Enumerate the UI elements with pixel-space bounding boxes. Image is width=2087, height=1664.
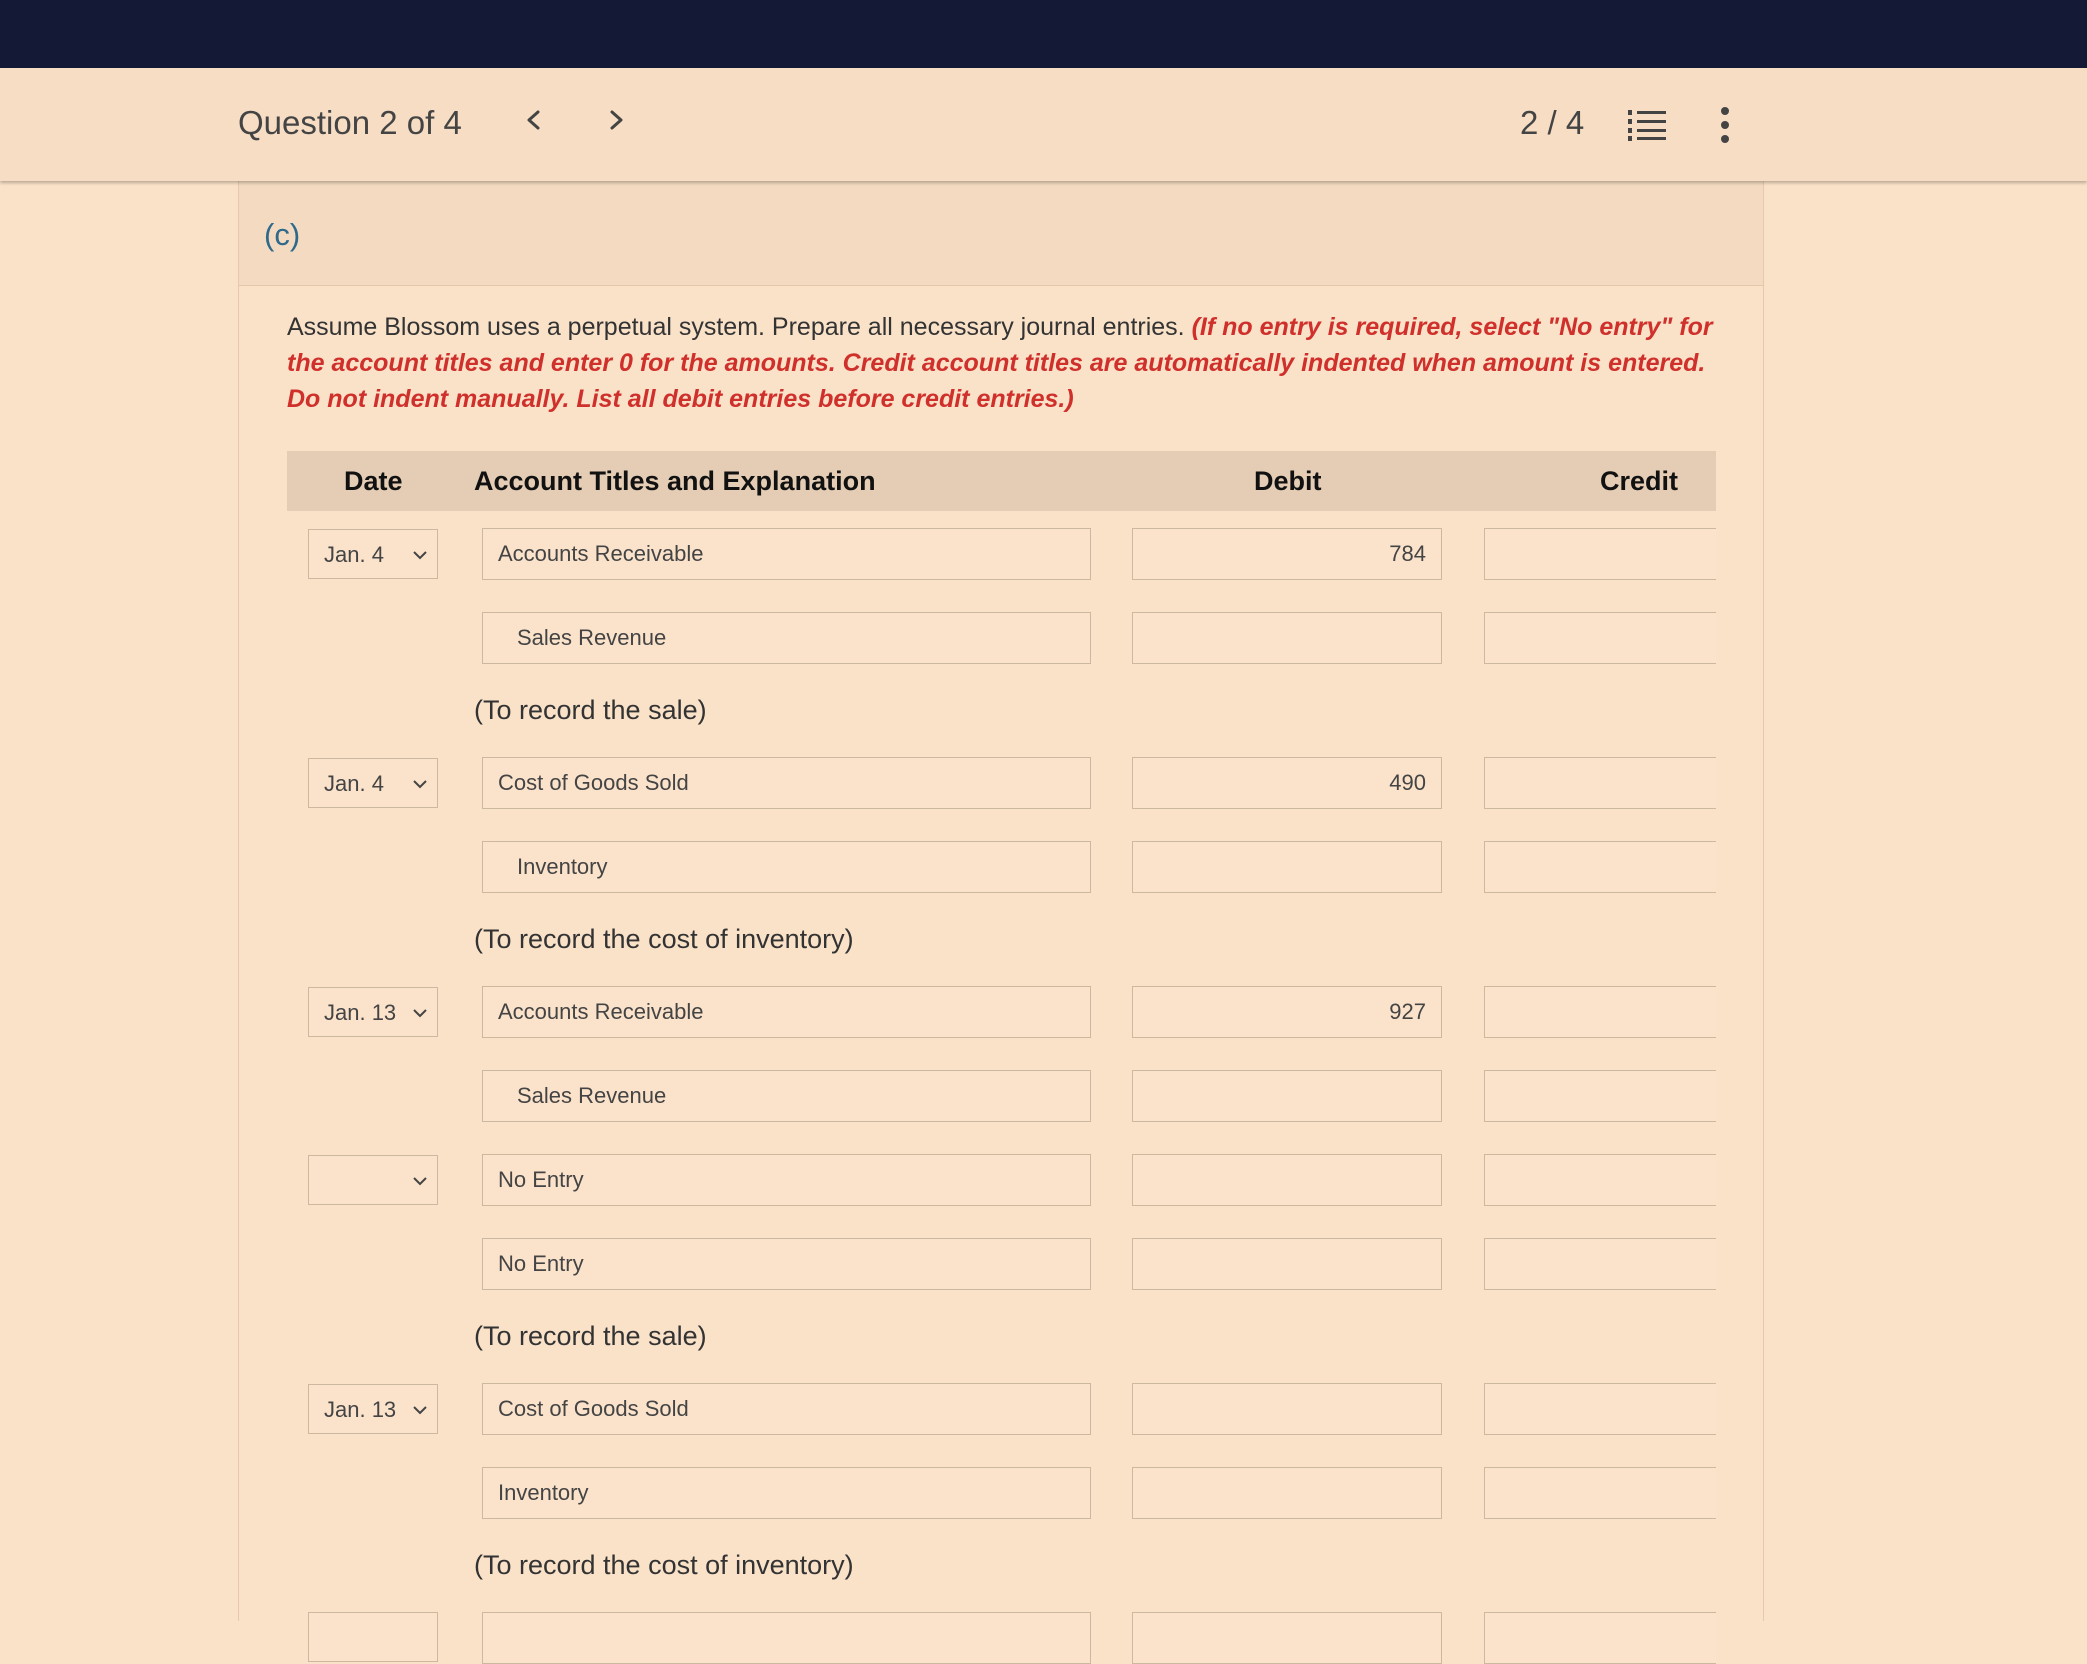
more-vertical-icon[interactable]: [1712, 106, 1738, 144]
credit-input[interactable]: [1484, 1154, 1716, 1206]
date-select[interactable]: Jan. 4: [308, 758, 438, 808]
top-bar: [0, 0, 2087, 68]
debit-input[interactable]: [1132, 757, 1442, 809]
question-title: Question 2 of 4: [238, 104, 462, 141]
debit-input[interactable]: [1132, 986, 1442, 1038]
account-title-input[interactable]: [482, 528, 1091, 580]
account-title-input[interactable]: [482, 757, 1091, 809]
date-select[interactable]: Jan. 4: [308, 529, 438, 579]
credit-input[interactable]: [1484, 1612, 1716, 1664]
credit-input[interactable]: [1484, 612, 1716, 664]
debit-input[interactable]: [1132, 1070, 1442, 1122]
account-title-input[interactable]: [482, 612, 1091, 664]
debit-input[interactable]: [1132, 1238, 1442, 1290]
date-select[interactable]: Jan. 13: [308, 1384, 438, 1434]
account-title-input[interactable]: [482, 841, 1091, 893]
previous-question-button[interactable]: [514, 100, 554, 140]
account-title-input[interactable]: [482, 1612, 1091, 1664]
debit-input[interactable]: [1132, 1383, 1442, 1435]
date-select[interactable]: [308, 1155, 438, 1205]
chevron-down-icon: [411, 775, 429, 793]
table-header: [287, 451, 1716, 511]
next-question-button[interactable]: [596, 100, 636, 140]
part-header: [239, 181, 1763, 286]
credit-input[interactable]: [1484, 1070, 1716, 1122]
instructions-note: (If no entry is required, select "No entry" for the account titles and enter 0 for the amounts. Credit account titles are automatically indented when amount is entered. Do not indent manually. List all debit entries before credit entries.): [287, 313, 1713, 413]
debit-input[interactable]: [1132, 1467, 1442, 1519]
account-title-input[interactable]: [482, 1238, 1091, 1290]
chevron-right-icon: [596, 100, 636, 140]
account-title-input[interactable]: [482, 1467, 1091, 1519]
instructions: [287, 309, 1737, 417]
credit-input[interactable]: [1484, 528, 1716, 580]
debit-input[interactable]: [1132, 612, 1442, 664]
credit-input[interactable]: [1484, 1467, 1716, 1519]
debit-input[interactable]: [1132, 528, 1442, 580]
entry-explanation: (To record the sale): [474, 695, 707, 725]
question-panel: [238, 181, 1764, 1621]
chevron-down-icon: [411, 1004, 429, 1022]
debit-input[interactable]: [1132, 1612, 1442, 1664]
credit-input[interactable]: [1484, 1238, 1716, 1290]
date-select[interactable]: [308, 1612, 438, 1662]
account-title-input[interactable]: [482, 1070, 1091, 1122]
credit-input[interactable]: [1484, 841, 1716, 893]
account-title-input[interactable]: [482, 1154, 1091, 1206]
entry-explanation: (To record the cost of inventory): [474, 924, 854, 954]
entry-explanation: (To record the cost of inventory): [474, 1550, 854, 1580]
debit-input[interactable]: [1132, 1154, 1442, 1206]
question-header: [0, 68, 2087, 181]
part-label: (c): [264, 217, 301, 252]
account-title-input[interactable]: [482, 986, 1091, 1038]
page-count: 2 / 4: [1520, 104, 1585, 141]
account-title-input[interactable]: [482, 1383, 1091, 1435]
credit-input[interactable]: [1484, 757, 1716, 809]
entry-explanation: (To record the sale): [474, 1321, 707, 1351]
numbered-list-icon[interactable]: [1628, 108, 1666, 142]
chevron-down-icon: [411, 1172, 429, 1190]
chevron-left-icon: [514, 100, 554, 140]
debit-input[interactable]: [1132, 841, 1442, 893]
instructions-text: Assume Blossom uses a perpetual system. Prepare all necessary journal entries.: [287, 313, 1185, 341]
date-select[interactable]: Jan. 13: [308, 987, 438, 1037]
header-date: Date: [344, 466, 403, 496]
header-debit: Debit: [1254, 466, 1322, 496]
header-account: Account Titles and Explanation: [474, 466, 876, 496]
credit-input[interactable]: [1484, 1383, 1716, 1435]
chevron-down-icon: [411, 546, 429, 564]
credit-input[interactable]: [1484, 986, 1716, 1038]
header-credit: Credit: [1600, 466, 1679, 496]
chevron-down-icon: [411, 1401, 429, 1419]
